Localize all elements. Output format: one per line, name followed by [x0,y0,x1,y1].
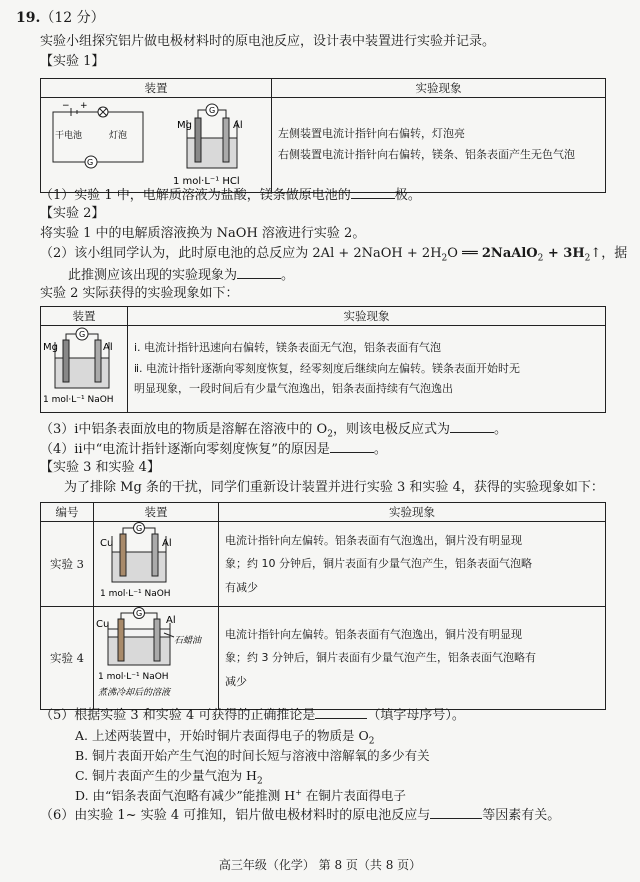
q3-answer-blank[interactable] [450,420,494,433]
exp4-paraffin-label: 石蜡油 [174,636,202,646]
exp2-obs-ii-a: ⅱ. 电流计指针逐渐向零刻度恢复，经零刻度后继续向左偏转。镁条表面开始时无 [134,361,521,375]
q2-h2: + 3H [543,246,585,261]
exp3-obs-c: 有减少 [225,580,258,594]
exp4-cu-label: Cu [96,619,110,630]
exp4-al-label: Al [166,615,176,626]
exp34-col-phenomena: 实验现象 [219,503,606,522]
exp34-table [40,502,606,710]
exp4-solution-label: 1 mol·L⁻¹ NaOH [98,672,169,682]
q2-equal-sign: ══ [462,246,478,261]
q3-o2-sub: 2 [327,429,333,440]
galvanometer-g-right: G [209,106,216,115]
q1-line [40,186,421,204]
exp1-obs-2: 右侧装置电流计指针向右偏转，镁条、铝条表面产生无色气泡 [278,148,575,161]
exp1-phenomena-cell [272,98,606,193]
q2-line2-text: 此推测应该出现的实验现象为 [68,268,238,283]
q2-water-sub: 2 [441,253,448,264]
q6-text-end: 等因素有关。 [482,808,561,823]
q2-text: （2）该小组同学认为，此时原电池的总反应为 2Al + 2NaOH + 2H [40,246,442,261]
exp3-phenomena-cell [219,522,606,607]
q5-option-b[interactable]: B. 铜片表面开始产生气泡的时间长短与溶液中溶解氧的多少有关 [75,748,430,763]
exp4-obs-c: 减少 [225,674,247,688]
q4-text: （4）ⅱ中“电流计指针逐渐向零刻度恢复”的原因是 [40,442,330,457]
exp3-galvanometer-g: G [136,524,143,533]
exp1-obs-1: 左侧装置电流计指针向右偏转，灯泡亮 [278,127,465,141]
exp2-header: 【实验 2】 [40,206,105,221]
q5-text-end: （填字母序号）。 [367,708,465,723]
exp34-header: 【实验 3 和实验 4】 [40,460,160,475]
q5-option-d-sup: + [295,787,302,797]
q2-product: 2NaAlO [481,246,538,261]
exp3-al-label: Al [162,538,172,549]
battery-minus-label: − [62,101,70,111]
q1-text: （1）实验 1 中，电解质溶液为盐酸，镁条做原电池的 [40,188,351,203]
question-number-text: 19. [16,10,41,26]
exp1-col-phenomena: 实验现象 [272,79,606,98]
q4-answer-blank[interactable] [330,440,374,453]
exp3-solution-label: 1 mol·L⁻¹ NaOH [100,589,171,599]
exp3-device-cell [94,522,219,607]
q2-h2-sub: 2 [584,253,591,264]
q2-line2 [68,266,294,284]
q5-option-d[interactable] [75,786,406,804]
exp1-col-device: 装置 [41,79,272,98]
exp1-device-cell [41,98,272,193]
q6-answer-blank[interactable] [430,806,482,819]
exp2-mg-label: Mg [43,342,58,353]
exp3-label: 实验 3 [41,522,94,607]
q2-answer-blank[interactable] [237,266,281,279]
exp2-obs-ii-b: 明显现象，一段时间后有少量气泡逸出，铝条表面持续有气泡逸出 [134,382,453,396]
exp3-obs-a: 电流计指针向左偏转。铝条表面有气泡逸出，铜片没有明显现 [225,534,522,548]
battery-plus-label: + [80,101,88,111]
mg-label: Mg [177,120,192,131]
q2-text-end: ↑，据 [590,246,628,261]
exp4-apparatus-diagram [94,607,216,705]
q2-line2-end: 。 [281,268,295,283]
exp3-obs-b: 象；约 10 分钟后，铜片表面有少量气泡产生，铝条表面气泡略 [225,557,532,571]
exp34-col-device: 装置 [94,503,219,522]
question-number [16,10,105,28]
q6-text: （6）由实验 1~ 实验 4 可推知，铝片做电极材料时的原电池反应与 [40,808,431,823]
q2-alo2-sub: 2 [537,253,544,264]
exp1-header: 【实验 1】 [40,54,105,69]
al-label: Al [233,120,243,131]
exp2-col-device: 装置 [41,307,128,326]
question-intro: 实验小组探究铝片做电极材料时的原电池反应，设计表中装置进行实验并记录。 [40,34,496,49]
q5-option-c-text: C. 铜片表面产生的少量气泡为 H [75,768,257,783]
page-footer: 高三年级（化学） 第 8 页（共 8 页） [218,858,422,872]
hcl-solution-label: 1 mol·L⁻¹ HCl [173,176,240,187]
q1-answer-blank[interactable] [351,186,395,199]
q6-line [40,806,560,824]
q3-line [40,420,507,441]
exp2-col-phenomena: 实验现象 [128,307,606,326]
q5-option-c-sub: 2 [256,776,263,787]
exp2-al-label: Al [103,342,113,353]
exp3-cu-label: Cu [100,538,114,549]
q4-line [40,440,387,458]
exp34-col-no: 编号 [41,503,94,522]
exp4-galvanometer-g: G [136,609,143,618]
q5-line [40,706,465,724]
bulb-label: 灯泡 [109,131,128,141]
exp2-phenomena-cell [128,326,606,413]
exp2-apparatus-diagram [41,326,125,408]
q5-option-c[interactable] [75,766,263,787]
exp2-device-cell [41,326,128,413]
exp2-table [40,306,606,413]
q3-text-end: 。 [493,422,507,437]
exp2-line1: 将实验 1 中的电解质溶液换为 NaOH 溶液进行实验 2。 [40,226,366,241]
q3-text: （3）ⅰ中铝条表面放电的物质是溶解在溶液中的 O [40,422,328,437]
q3-text-mid: ，则该电极反应式为 [332,422,450,437]
q5-option-a[interactable] [75,726,374,747]
q5-answer-blank[interactable] [315,706,367,719]
exp1-table [40,78,606,193]
exp4-label: 实验 4 [41,607,94,710]
q5-option-d-text-end: 在铜片表面得电子 [301,788,406,803]
exp4-obs-a: 电流计指针向左偏转。铝条表面有气泡逸出，铜片没有明显现 [225,628,522,642]
battery-label: 干电池 [55,131,83,141]
q5-option-d-text: D. 由“铝条表面气泡略有减少”能推测 H [75,788,296,803]
exp2-obs-i: ⅰ. 电流计指针迅速向右偏转，镁条表面无气泡，铝条表面有气泡 [134,340,442,354]
exp34-intro: 为了排除 Mg 条的干扰，同学们重新设计装置并进行实验 3 和实验 4，获得的实验现象如下： [64,480,604,495]
exp2-galvanometer-g: G [79,330,86,339]
q2-o: O [447,246,458,261]
q2-line1 [40,246,627,265]
exp1-apparatus-diagram [41,98,269,188]
galvanometer-g-left: G [87,158,94,167]
exp2-line3: 实验 2 实际获得的实验现象如下： [40,286,239,301]
q4-text-end: 。 [373,442,387,457]
q5-text: （5）根据实验 3 和实验 4 可获得的正确推论是 [40,708,316,723]
question-score: （12 分） [40,10,105,26]
exp3-apparatus-diagram [94,522,216,602]
exp4-device-cell [94,607,219,710]
exp2-solution-label: 1 mol·L⁻¹ NaOH [43,395,114,405]
exp4-obs-b: 象；约 3 分钟后，铜片表面有少量气泡产生，铝条表面气泡略有 [225,651,536,665]
q5-option-a-text: A. 上述两装置中，开始时铜片表面得电子的物质是 O [75,728,369,743]
exp4-phenomena-cell [219,607,606,710]
q5-option-a-sub: 2 [368,736,375,747]
q1-text-end: 极。 [394,188,421,203]
exp4-solution-note: 煮沸冷却后的溶液 [98,688,171,698]
